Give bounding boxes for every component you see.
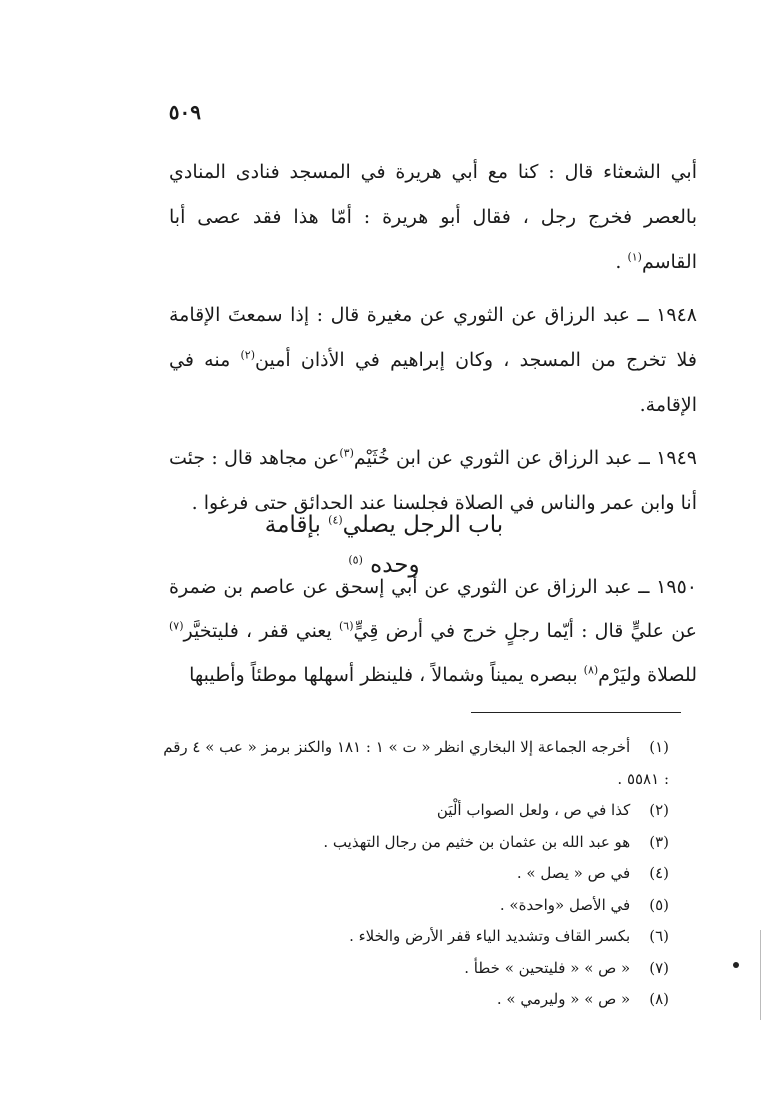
footnote-number: (٥) [649, 895, 669, 914]
footnote-5 [159, 890, 669, 922]
footnote-separator [471, 712, 681, 713]
paragraph-1 [169, 150, 697, 285]
footnote-ref-7: (٧) [169, 619, 184, 633]
footnote-number: (٦) [649, 927, 669, 945]
footnote-text: في الأصل «واحدة» . [499, 895, 631, 914]
footnote-text: هو عبد الله بن عثمان بن خثيم من رجال التهذيب . [323, 832, 631, 851]
footnote-number: (٣) [649, 832, 669, 851]
paragraph-1950 [169, 565, 697, 697]
page-number: ٥٠٩ [168, 100, 201, 124]
paragraph-1950-part3: للصلاة وليَرْم [598, 664, 697, 686]
footnote-text: كذا في ص ، ولعل الصواب ألْيَن [436, 801, 631, 819]
main-text-bottom [169, 565, 697, 705]
paragraph-1950-part4: ببصره يميناً وشمالاً ، فلينظر أسهلها موطئاً وأطيبها [189, 664, 584, 686]
footnote-1 [159, 732, 669, 795]
paragraph-1-text: أبي الشعثاء قال : كنا مع أبي هريرة في المسجد فنادى المنادي بالعصر فخرج رجل ، فقال أبو هريرة : أمّا هذا فقد عصى أبا القاسم [169, 161, 697, 273]
footnote-number: (٤) [649, 864, 669, 882]
scan-margin-dot [733, 962, 739, 968]
footnote-number: (٢) [649, 801, 669, 819]
chapter-title-before: باب الرجل يصلي [342, 512, 504, 538]
footnote-text: في ص « يصل » . [516, 864, 631, 882]
footnote-text: « ص » « فليتحين » خطأ . [464, 958, 631, 977]
footnote-ref-4: (٤) [328, 513, 343, 527]
main-text-top [169, 150, 697, 534]
paragraph-1948-tail: منه في الإقامة. [169, 349, 697, 416]
footnote-2 [159, 795, 669, 827]
footnote-4 [159, 858, 669, 890]
paragraph-1949-text: ١٩٤٩ ــ عبد الرزاق عن الثوري عن ابن خُثَيْم [353, 447, 697, 469]
footnote-ref-1: (١) [627, 250, 642, 264]
footnote-text: بكسر القاف وتشديد الياء قفر الأرض والخلاء . [349, 927, 631, 945]
footnote-text: أخرجه الجماعة إلا البخاري انظر « ت » ١ : ١٨١ والكنز برمز « عب » ٤ رقم : ٥٥٨١ . [163, 738, 669, 788]
paragraph-1948 [169, 293, 697, 428]
scan-margin-line [760, 930, 761, 1020]
footnote-6 [159, 921, 669, 953]
paragraph-1949-tail: عن مجاهد قال : جئت أنا وابن عمر والناس في الصلاة فجلسنا عند الحدائق حتى فرغوا . [169, 447, 697, 514]
paragraph-1950-part2: يعني قفر ، فليتخيَّر [183, 620, 339, 642]
footnote-ref-6: (٦) [338, 619, 354, 633]
footnote-ref-5: (٥) [348, 553, 363, 567]
paragraph-1950-part1: ١٩٥٠ ــ عبد الرزاق عن الثوري عن أبي إسحق عن عاصم بن ضمرة عن عليٍّ قال : أيّما رجلٍ خرج في أرض قِيٍّ [169, 576, 698, 642]
footnote-ref-8: (٨) [583, 663, 599, 677]
footnotes [159, 732, 669, 1016]
chapter-title-middle: بإقامة وحده [264, 512, 420, 578]
footnote-3 [159, 827, 669, 859]
footnote-ref-2: (٢) [240, 348, 256, 362]
footnote-7 [159, 953, 669, 985]
footnote-number: (١) [649, 738, 669, 756]
footnote-number: (٨) [649, 990, 669, 1008]
footnote-ref-3: (٣) [339, 446, 354, 460]
paragraph-1-tail: . [615, 251, 628, 273]
footnote-8 [159, 984, 669, 1016]
paragraph-1948-text: ١٩٤٨ ــ عبد الرزاق عن الثوري عن مغيرة قال : إذا سمعتَ الإقامة فلا تخرج من المسجد ، وكان إبراهيم في الأذان أمين [169, 304, 697, 371]
footnote-text: « ص » « وليرمي » . [496, 990, 631, 1008]
footnote-number: (٧) [649, 958, 669, 977]
